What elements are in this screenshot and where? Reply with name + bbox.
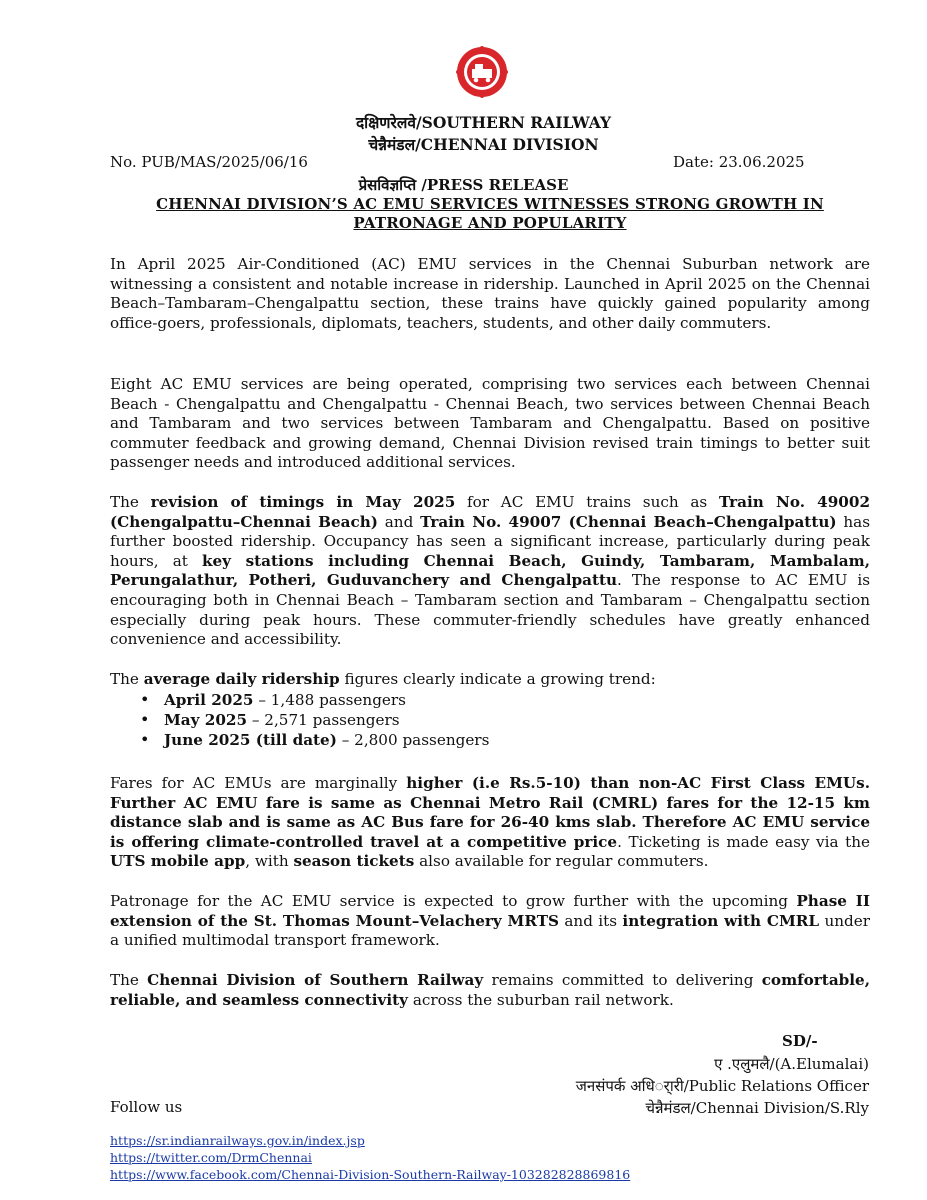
headline-line-2: PATRONAGE AND POPULARITY <box>353 214 627 232</box>
list-item <box>140 730 740 750</box>
paragraph-services: Eight AC EMU services are being operated, comprising two services each between Chennai Beach - Chengalpattu and Chengalpattu - Chennai Beach, two services between Chennai Beach and Tambaram and two services between Tambaram and Chengalpattu. Based on positive commuter feedback and growing demand, Chennai Division revised train timings to better suit passenger needs and introduced additional services. <box>110 375 870 472</box>
bold-text: revision of timings in May 2025 <box>150 493 456 511</box>
ridership-period: June 2025 (till date) <box>164 731 337 749</box>
bold-text: season tickets <box>293 852 415 871</box>
paragraph-ridership-intro <box>110 670 870 690</box>
text-run: The <box>110 971 148 989</box>
text-run: Patronage for the AC EMU service is expected to grow further with the upcoming <box>110 892 797 910</box>
bold-text: UTS mobile app <box>110 852 246 871</box>
ridership-value: – 1,488 passengers <box>253 691 406 709</box>
indian-railways-logo-icon <box>455 45 509 99</box>
release-date: Date: 23.06.2025 <box>673 153 805 171</box>
follow-us-label: Follow us <box>110 1098 183 1116</box>
headline <box>110 195 870 233</box>
paragraph-commitment <box>110 971 870 1010</box>
twitter-link[interactable]: https://twitter.com/DrmChennai <box>110 1150 312 1165</box>
text-run: for AC EMU trains such as <box>455 493 719 511</box>
ridership-value: – 2,571 passengers <box>247 711 400 729</box>
bold-text: Train No. 49007 (Chennai Beach–Chengalpattu) <box>420 512 837 531</box>
reference-number: No. PUB/MAS/2025/06/16 <box>110 153 308 171</box>
org-name-line: दक्षिणरेलवे/SOUTHERN RAILWAY <box>355 113 612 132</box>
text-run: , with <box>245 852 294 871</box>
paragraph-patronage <box>110 892 870 951</box>
ridership-period: May 2025 <box>164 711 248 729</box>
division-name-line: चेन्नैमंडल/CHENNAI DIVISION <box>368 135 599 154</box>
text-run: . The response to AC EMU is encouraging both in Chennai Beach – Tambaram section and Tambaram – Chengalpattu section especially during peak hours. These commuter-friendly schedules have greatly enhanced convenience and accessibility. <box>110 571 870 649</box>
bold-text: higher (i.e Rs.5-10) than non-AC First Class EMUs. Further AC EMU fare is same as Chennai Metro Rail (CMRL) fares for the 12-15 km distance slab and is same as AC Bus fare for 26-40 kms slab. Therefore AC EMU service is offering climate-controlled travel at a competitive price <box>110 774 870 851</box>
headline-line-1: CHENNAI DIVISION’S AC EMU SERVICES WITNESSES STRONG GROWTH IN <box>156 195 824 213</box>
text-run: and its <box>559 911 623 930</box>
bold-text: Train No. 49002 (Chengalpattu–Chennai Beach) <box>110 493 871 531</box>
website-link[interactable]: https://sr.indianrailways.gov.in/index.jsp <box>110 1133 365 1148</box>
paragraph-fares <box>110 774 870 872</box>
signatory-designation: जनसंपर्क अधिर्ारी/Public Relations Officer <box>575 1077 869 1095</box>
text-run: Fares for AC EMUs are marginally <box>110 774 407 792</box>
signature-sd: SD/- <box>782 1032 818 1050</box>
text-run: has further boosted ridership. Occupancy has seen a significant increase, particularly during peak hours, at <box>110 512 871 570</box>
signatory-name: ए .एलुमलै/(A.Elumalai) <box>714 1055 869 1073</box>
text-run: figures clearly indicate a growing trend: <box>339 670 656 688</box>
text-run: . Ticketing is made easy via the <box>617 832 870 851</box>
text-run: under a unified multimodal transport framework. <box>110 911 870 950</box>
bold-text: average daily ridership <box>143 670 340 688</box>
text-run: remains committed to delivering <box>483 971 762 989</box>
list-item <box>140 690 740 710</box>
text-run: and <box>377 512 421 531</box>
text-run: across the suburban rail network. <box>408 990 674 1009</box>
bold-text: Phase II extension of the St. Thomas Mount–Velachery MRTS <box>110 892 870 930</box>
list-item <box>140 710 740 730</box>
ridership-period: April 2025 <box>164 691 254 709</box>
ridership-value: – 2,800 passengers <box>336 731 490 749</box>
text-run: also available for regular commuters. <box>414 852 709 871</box>
paragraph-intro: In April 2025 Air-Conditioned (AC) EMU services in the Chennai Suburban network are witnessing a consistent and notable increase in ridership. Launched in April 2025 on the Chennai Beach–Tambaram–Chengalpattu section, these trains have quickly gained popularity among office-goers, professionals, diplomats, teachers, students, and other daily commuters. <box>110 255 870 332</box>
signatory-division: चेन्नैमंडल/Chennai Division/S.Rly <box>645 1099 869 1117</box>
facebook-link[interactable]: https://www.facebook.com/Chennai-Division-Southern-Railway-103282828869816 <box>110 1167 631 1182</box>
text-run: The <box>110 670 144 688</box>
bold-text: Chennai Division of Southern Railway <box>147 971 484 989</box>
bold-text: comfortable, reliable, and seamless connectivity <box>110 971 870 1009</box>
ridership-list <box>140 690 740 750</box>
text-run: The <box>110 493 151 511</box>
bold-text: integration with CMRL <box>622 911 820 930</box>
paragraph-timings <box>110 493 870 650</box>
press-release-label: प्रेसविज्ञप्ति /PRESS RELEASE <box>358 176 569 194</box>
bold-text: key stations including Chennai Beach, Guindy, Tambaram, Mambalam, Perungalathur, Potheri, Guduvanchery and Chengalpattu <box>110 551 870 590</box>
